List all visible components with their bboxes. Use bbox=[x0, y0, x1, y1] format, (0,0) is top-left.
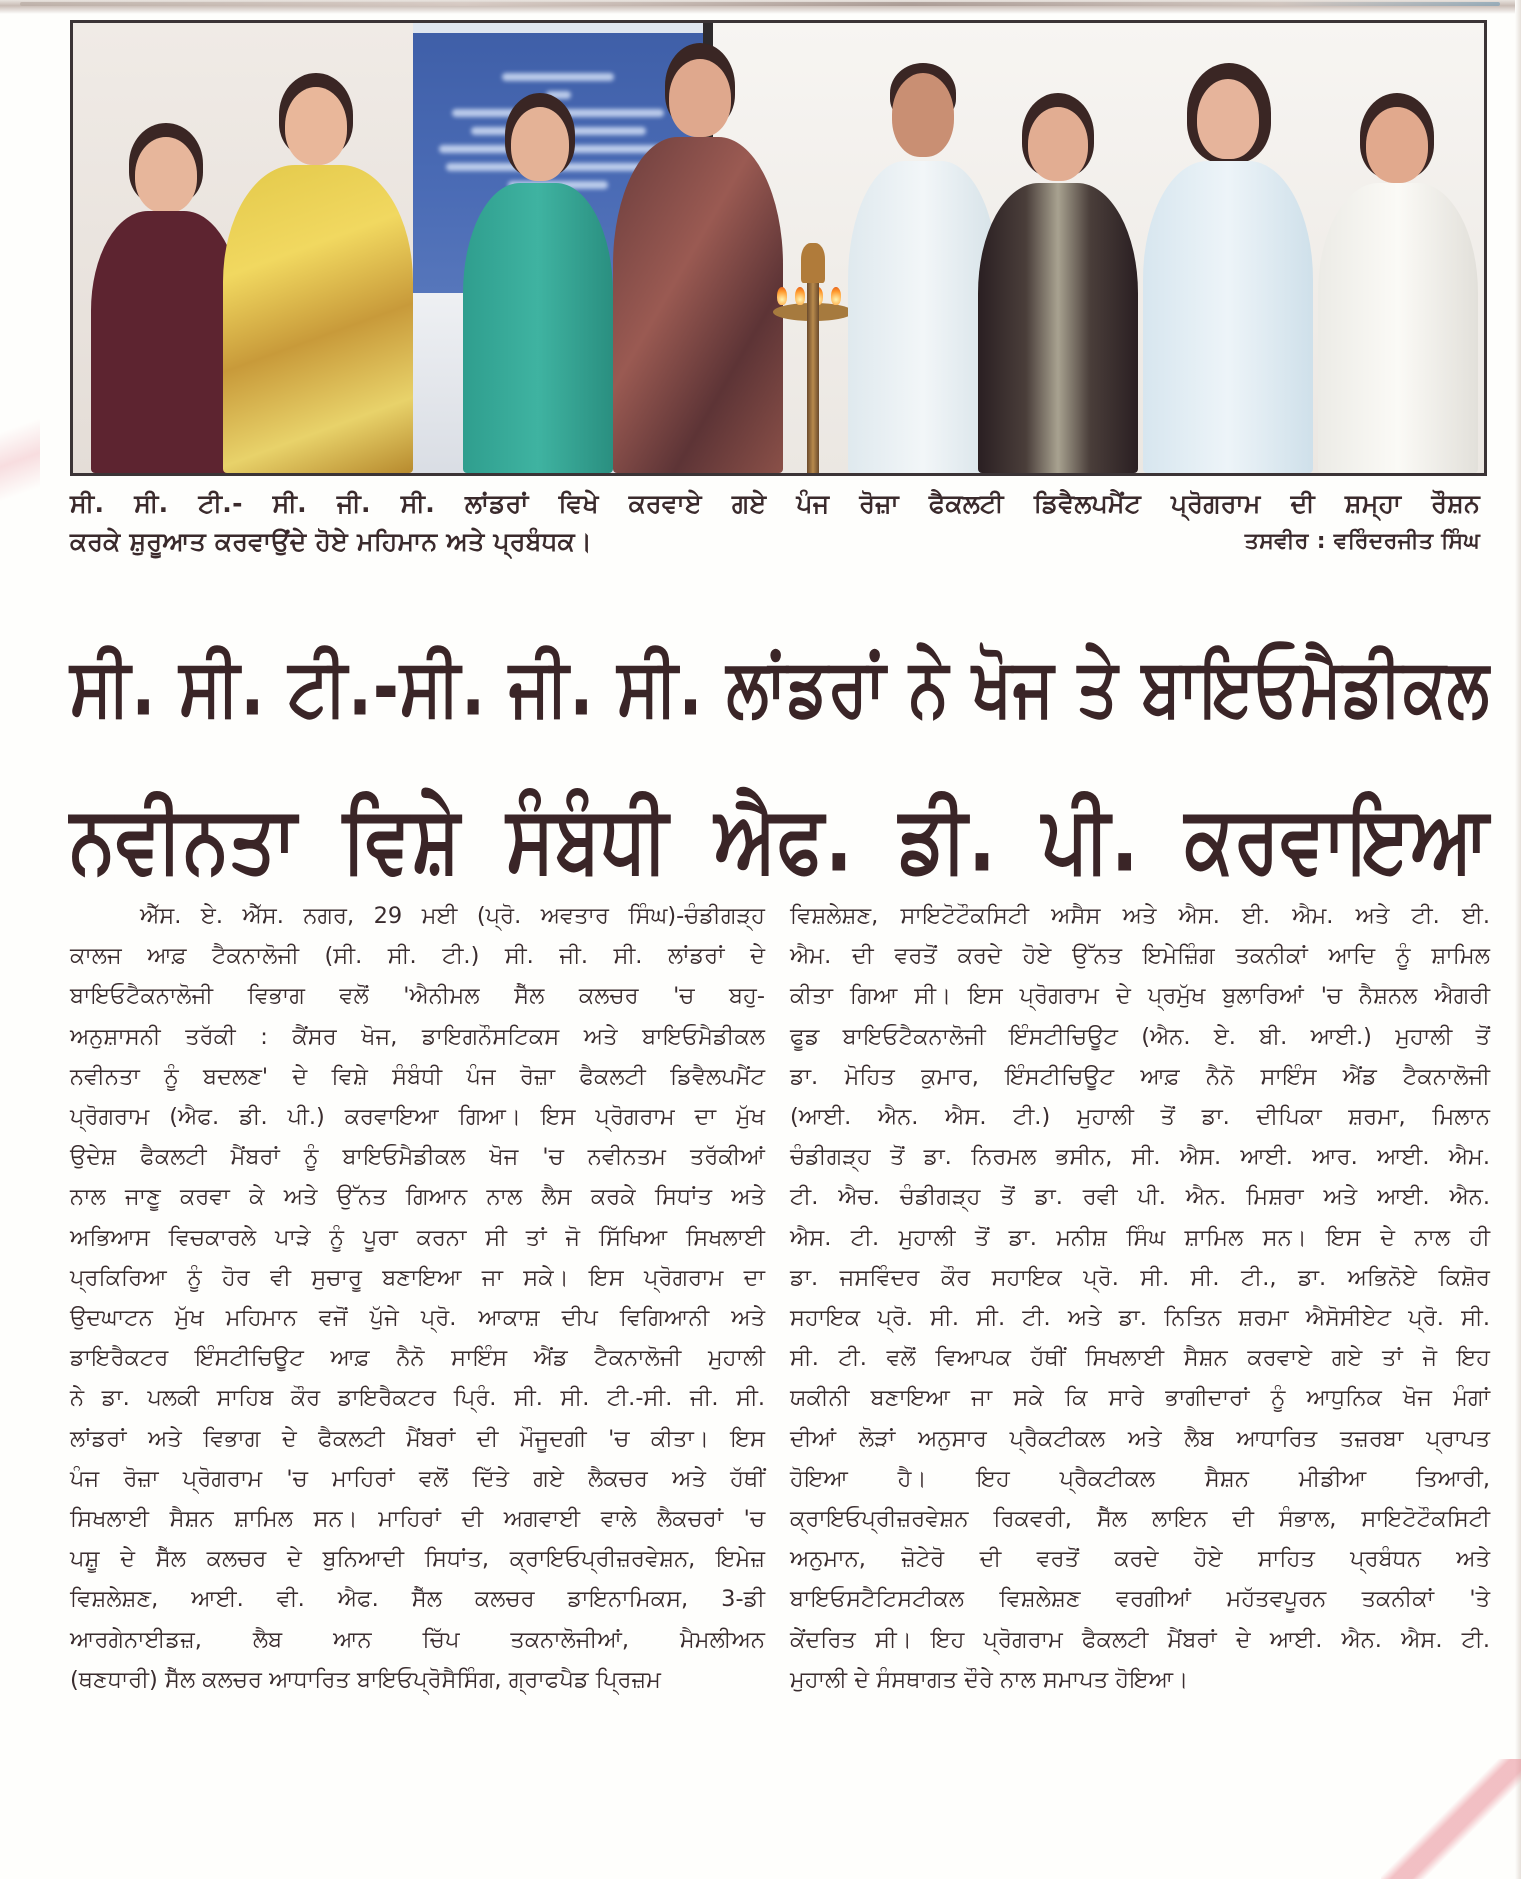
person bbox=[223, 73, 413, 473]
article-line: ਹੋਇਆ ਹੈ। ਇਹ ਪ੍ਰੈਕਟੀਕਲ ਸੈਸ਼ਨ ਮੀਡੀਆ ਤਿਆਰੀ, bbox=[790, 1465, 1490, 1492]
article-line: ਡਾਇਰੈਕਟਰ ਇੰਸਟੀਚਿਊਟ ਆਫ਼ ਨੈਨੋ ਸਾਇੰਸ ਐਂਡ ਟੈਕਨਾਲੋਜੀ ਮੁਹਾਲੀ bbox=[70, 1345, 765, 1372]
clipping-right-edge bbox=[1515, 0, 1521, 1879]
person bbox=[463, 93, 613, 473]
article-line: ਅਨੁਸ਼ਾਸਨੀ ਤਰੱਕੀ : ਕੈਂਸਰ ਖੋਜ, ਡਾਇਗਨੌਸਟਿਕਸ ਅਤੇ ਬਾਇਓਮੈਡੀਕਲ bbox=[70, 1023, 765, 1050]
article-line: ਆਰਗੇਨਾਈਡਜ਼, ਲੈਬ ਆਨ ਚਿੱਪ ਤਕਨਾਲੋਜੀਆਂ, ਮੈਮਲੀਅਨ bbox=[70, 1626, 765, 1653]
article-line: ਉਦੇਸ਼ ਫੈਕਲਟੀ ਮੈਂਬਰਾਂ ਨੂੰ ਬਾਇਓਮੈਡੀਕਲ ਖੋਜ 'ਚ ਨਵੀਨਤਮ ਤਰੱਕੀਆਂ bbox=[70, 1144, 765, 1171]
article-line: ਕੇਂਦਰਿਤ ਸੀ। ਇਹ ਪ੍ਰੋਗਰਾਮ ਫੈਕਲਟੀ ਮੈਂਬਰਾਂ ਦੇ ਆਈ. ਐਨ. ਐਸ. ਟੀ. bbox=[790, 1626, 1490, 1653]
article-line: ਡਾ. ਮੋਹਿਤ ਕੁਮਾਰ, ਇੰਸਟੀਚਿਊਟ ਆਫ਼ ਨੈਨੋ ਸਾਇੰਸ ਐਂਡ ਟੈਕਨਾਲੋਜੀ bbox=[790, 1063, 1490, 1090]
person bbox=[978, 93, 1138, 473]
person bbox=[848, 63, 998, 473]
pink-ink-mark bbox=[0, 380, 40, 540]
article-line: ਨੇ ਡਾ. ਪਲਕੀ ਸਾਹਿਬ ਕੌਰ ਡਾਇਰੈਕਟਰ ਪ੍ਰਿੰ. ਸੀ. ਸੀ. ਟੀ.-ਸੀ. ਜੀ. ਸੀ. bbox=[70, 1385, 765, 1412]
article-line: ਸਿਖਲਾਈ ਸੈਸ਼ਨ ਸ਼ਾਮਿਲ ਸਨ। ਮਾਹਿਰਾਂ ਦੀ ਅਗਵਾਈ ਵਾਲੇ ਲੈਕਚਰਾਂ 'ਚ bbox=[70, 1506, 765, 1533]
headline-line-1: ਸੀ. ਸੀ. ਟੀ.-ਸੀ. ਜੀ. ਸੀ. ਲਾਂਡਰਾਂ ਨੇ ਖੋਜ ਤੇ ਬਾਇਓਮੈਡੀਕਲ bbox=[70, 640, 1490, 734]
article-line: (ਆਈ. ਐਨ. ਐਸ. ਟੀ.) ਮੁਹਾਲੀ ਤੋਂ ਡਾ. ਦੀਪਿਕਾ ਸ਼ਰਮਾ, ਮਿਲਾਨ bbox=[790, 1104, 1490, 1131]
person bbox=[1318, 93, 1478, 473]
article-line: ਨਵੀਨਤਾ ਨੂੰ ਬਦਲਣ' ਦੇ ਵਿਸ਼ੇ ਸੰਬੰਧੀ ਪੰਜ ਰੋਜ਼ਾ ਫੈਕਲਟੀ ਡਿਵੈਲਪਮੈਂਟ bbox=[70, 1063, 765, 1090]
article-line: ਫੂਡ ਬਾਇਓਟੈਕਨਾਲੋਜੀ ਇੰਸਟੀਚਿਊਟ (ਐਨ. ਏ. ਬੀ. ਆਈ.) ਮੁਹਾਲੀ ਤੋਂ bbox=[790, 1023, 1490, 1050]
article-line: ਪੰਜ ਰੋਜ਼ਾ ਪ੍ਰੋਗਰਾਮ 'ਚ ਮਾਹਿਰਾਂ ਵਲੋਂ ਦਿੱਤੇ ਗਏ ਲੈਕਚਰ ਅਤੇ ਹੱਥੀਂ bbox=[70, 1465, 765, 1492]
article-line: ਸੀ. ਟੀ. ਵਲੋਂ ਵਿਆਪਕ ਹੱਥੀਂ ਸਿਖਲਾਈ ਸੈਸ਼ਨ ਕਰਵਾਏ ਗਏ ਤਾਂ ਜੋ ਇਹ bbox=[790, 1345, 1490, 1372]
article-line: ਕੀਤਾ ਗਿਆ ਸੀ। ਇਸ ਪ੍ਰੋਗਰਾਮ ਦੇ ਪ੍ਰਮੁੱਖ ਬੁਲਾਰਿਆਂ 'ਚ ਨੈਸ਼ਨਲ ਐਗਰੀ bbox=[790, 983, 1490, 1010]
headline-line-2: ਨਵੀਨਤਾ ਵਿਸ਼ੇ ਸੰਬੰਧੀ ਐਫ. ਡੀ. ਪੀ. ਕਰਵਾਇਆ bbox=[70, 784, 1490, 893]
photo-caption bbox=[70, 485, 1480, 561]
article-line: ਡਾ. ਜਸਵਿੰਦਰ ਕੌਰ ਸਹਾਇਕ ਪ੍ਰੋ. ਸੀ. ਸੀ. ਟੀ., ਡਾ. ਅਭਿਨੋਏ ਕਿਸ਼ੋਰ bbox=[790, 1264, 1490, 1291]
caption-line-1: ਸੀ. ਸੀ. ਟੀ.- ਸੀ. ਜੀ. ਸੀ. ਲਾਂਡਰਾਂ ਵਿਖੇ ਕਰਵਾਏ ਗਏ ਪੰਜ ਰੋਜ਼ਾ ਫੈਕਲਟੀ ਡਿਵੈਲਪਮੈਂਟ ਪ੍ਰੋਗਰਾਮ ਦੀ ਸ਼ਮ੍ਹਾ ਰੌਸ਼ਨ bbox=[70, 489, 1480, 518]
article-line: ਲਾਂਡਰਾਂ ਅਤੇ ਵਿਭਾਗ ਦੇ ਫੈਕਲਟੀ ਮੈਂਬਰਾਂ ਦੀ ਮੌਜੂਦਗੀ 'ਚ ਕੀਤਾ। ਇਸ bbox=[70, 1425, 765, 1452]
article-line: ਕਾਲਜ ਆਫ਼ ਟੈਕਨਾਲੋਜੀ (ਸੀ. ਸੀ. ਟੀ.) ਸੀ. ਜੀ. ਸੀ. ਲਾਂਡਰਾਂ ਦੇ bbox=[70, 943, 765, 970]
article-line: ਪਸ਼ੂ ਦੇ ਸੈੱਲ ਕਲਚਰ ਦੇ ਬੁਨਿਆਦੀ ਸਿਧਾਂਤ, ਕ੍ਰਾਇਓਪ੍ਰੀਜ਼ਰਵੇਸ਼ਨ, ਇਮੇਜ਼ bbox=[70, 1546, 765, 1573]
article-line: ਨਾਲ ਜਾਣੂ ਕਰਵਾ ਕੇ ਅਤੇ ਉੱਨਤ ਗਿਆਨ ਨਾਲ ਲੈਸ ਕਰਕੇ ਸਿਧਾਂਤ ਅਤੇ bbox=[70, 1184, 765, 1211]
article-line: ਪ੍ਰੋਗਰਾਮ (ਐਫ. ਡੀ. ਪੀ.) ਕਰਵਾਇਆ ਗਿਆ। ਇਸ ਪ੍ਰੋਗਰਾਮ ਦਾ ਮੁੱਖ bbox=[70, 1104, 765, 1131]
person bbox=[1143, 63, 1313, 473]
article-line: ਯਕੀਨੀ ਬਣਾਇਆ ਜਾ ਸਕੇ ਕਿ ਸਾਰੇ ਭਾਗੀਦਾਰਾਂ ਨੂੰ ਆਧੁਨਿਕ ਖੋਜ ਮੰਗਾਂ bbox=[790, 1385, 1490, 1412]
article-line: ਅਭਿਆਸ ਵਿਚਕਾਰਲੇ ਪਾੜੇ ਨੂੰ ਪੂਰਾ ਕਰਨਾ ਸੀ ਤਾਂ ਜੋ ਸਿੱਖਿਆ ਸਿਖਲਾਈ bbox=[70, 1224, 765, 1251]
article-line: ਵਿਸ਼ਲੇਸ਼ਣ, ਆਈ. ਵੀ. ਐਫ. ਸੈੱਲ ਕਲਚਰ ਡਾਇਨਾਮਿਕਸ, 3-ਡੀ bbox=[70, 1586, 765, 1613]
article-line: ਮੁਹਾਲੀ ਦੇ ਸੰਸਥਾਗਤ ਦੌਰੇ ਨਾਲ ਸਮਾਪਤ ਹੋਇਆ। bbox=[790, 1666, 1189, 1693]
clipping-top-edge bbox=[0, 0, 1521, 14]
article-line: ਐਸ. ਟੀ. ਮੁਹਾਲੀ ਤੋਂ ਡਾ. ਮਨੀਸ਼ ਸਿੰਘ ਸ਼ਾਮਿਲ ਸਨ। ਇਸ ਦੇ ਨਾਲ ਹੀ bbox=[790, 1224, 1490, 1251]
article-line: ਦੀਆਂ ਲੋੜਾਂ ਅਨੁਸਾਰ ਪ੍ਰੈਕਟੀਕਲ ਅਤੇ ਲੈਬ ਆਧਾਰਿਤ ਤਜ਼ਰਬਾ ਪ੍ਰਾਪਤ bbox=[790, 1425, 1490, 1452]
person bbox=[613, 43, 783, 473]
article-line: ਪ੍ਰਕਿਰਿਆ ਨੂੰ ਹੋਰ ਵੀ ਸੁਚਾਰੂ ਬਣਾਇਆ ਜਾ ਸਕੇ। ਇਸ ਪ੍ਰੋਗਰਾਮ ਦਾ bbox=[70, 1264, 765, 1291]
article-line: ਸਹਾਇਕ ਪ੍ਰੋ. ਸੀ. ਸੀ. ਟੀ. ਅਤੇ ਡਾ. ਨਿਤਿਨ ਸ਼ਰਮਾ ਐਸੋਸੀਏਟ ਪ੍ਰੋ. ਸੀ. bbox=[790, 1305, 1490, 1332]
article-line: ਐੱਸ. ਏ. ਐੱਸ. ਨਗਰ, 29 ਮਈ (ਪ੍ਰੋ. ਅਵਤਾਰ ਸਿੰਘ)-ਚੰਡੀਗੜ੍ਹ bbox=[140, 903, 765, 929]
article-line: (ਥਣਧਾਰੀ) ਸੈੱਲ ਕਲਚਰ ਆਧਾਰਿਤ ਬਾਇਓਪ੍ਰੋਸੈਸਿੰਗ, ਗ੍ਰਾਫਪੈਡ ਪ੍ਰਿਜ਼ਮ bbox=[70, 1666, 661, 1693]
ceremonial-lamp bbox=[773, 243, 853, 473]
article-line: ਬਾਇਓਟੈਕਨਾਲੋਜੀ ਵਿਭਾਗ ਵਲੋਂ 'ਐਨੀਮਲ ਸੈੱਲ ਕਲਚਰ 'ਚ ਬਹੁ- bbox=[70, 983, 765, 1010]
article-line: ਉਦਘਾਟਨ ਮੁੱਖ ਮਹਿਮਾਨ ਵਜੋਂ ਪੁੱਜੇ ਪ੍ਰੋ. ਆਕਾਸ਼ ਦੀਪ ਵਿਗਿਆਨੀ ਅਤੇ bbox=[70, 1305, 765, 1332]
news-photo bbox=[70, 20, 1487, 476]
article-line: ਵਿਸ਼ਲੇਸ਼ਣ, ਸਾਇਟੋਟੌਕਸਿਟੀ ਅਸੈਸ ਅਤੇ ਐਸ. ਈ. ਐਮ. ਅਤੇ ਟੀ. ਈ. bbox=[790, 903, 1490, 929]
article-line: ਅਨੁਮਾਨ, ਜ਼ੋਟੇਰੋ ਦੀ ਵਰਤੋਂ ਕਰਦੇ ਹੋਏ ਸਾਹਿਤ ਪ੍ਰਬੰਧਨ ਅਤੇ bbox=[790, 1546, 1490, 1573]
article-line: ਟੀ. ਐਚ. ਚੰਡੀਗੜ੍ਹ ਤੋਂ ਡਾ. ਰਵੀ ਪੀ. ਐਨ. ਮਿਸ਼ਰਾ ਅਤੇ ਆਈ. ਐਨ. bbox=[790, 1184, 1490, 1211]
article-column-left bbox=[70, 896, 765, 1700]
headline bbox=[70, 612, 1490, 914]
caption-line-2: ਕਰਕੇ ਸ਼ੁਰੂਆਤ ਕਰਵਾਉਂਦੇ ਹੋਏ ਮਹਿਮਾਨ ਅਤੇ ਪ੍ਰਬੰਧਕ। bbox=[70, 527, 593, 556]
article-line: ਕ੍ਰਾਇਓਪ੍ਰੀਜ਼ਰਵੇਸ਼ਨ ਰਿਕਵਰੀ, ਸੈੱਲ ਲਾਇਨ ਦੀ ਸੰਭਾਲ, ਸਾਇਟੋਟੌਕਸਿਟੀ bbox=[790, 1506, 1490, 1533]
pink-ink-mark bbox=[1381, 1759, 1521, 1879]
article-line: ਐਮ. ਦੀ ਵਰਤੋਂ ਕਰਦੇ ਹੋਏ ਉੱਨਤ ਇਮੇਜ਼ਿੰਗ ਤਕਨੀਕਾਂ ਆਦਿ ਨੂੰ ਸ਼ਾਮਿਲ bbox=[790, 943, 1490, 970]
person bbox=[91, 123, 241, 473]
article-line: ਬਾਇਓਸਟੈਟਿਸਟੀਕਲ ਵਿਸ਼ਲੇਸ਼ਣ ਵਰਗੀਆਂ ਮਹੱਤਵਪੂਰਨ ਤਕਨੀਕਾਂ 'ਤੇ bbox=[790, 1586, 1490, 1613]
article-line: ਚੰਡੀਗੜ੍ਹ ਤੋਂ ਡਾ. ਨਿਰਮਲ ਭਸੀਨ, ਸੀ. ਐਸ. ਆਈ. ਆਰ. ਆਈ. ਐਮ. bbox=[790, 1144, 1490, 1171]
article-column-right bbox=[790, 896, 1490, 1700]
photo-credit: ਤਸਵੀਰ : ਵਰਿੰਦਰਜੀਤ ਸਿੰਘ bbox=[1244, 529, 1480, 554]
